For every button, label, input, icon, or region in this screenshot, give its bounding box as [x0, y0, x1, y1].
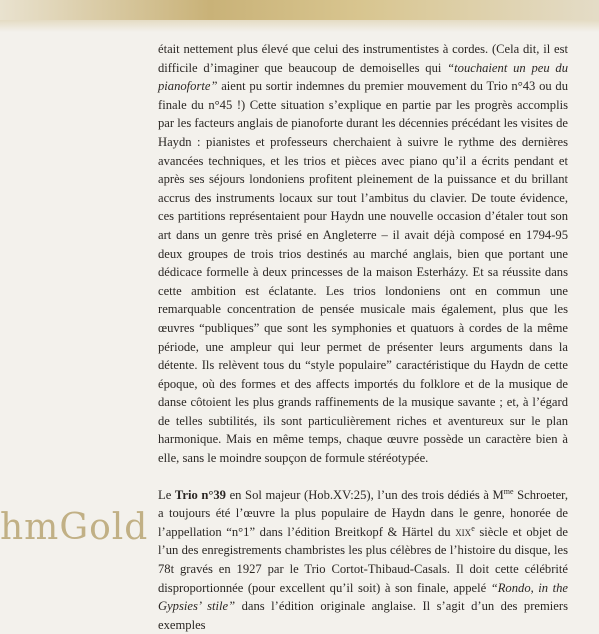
text-run: était nettement plus élevé que celui des instrumentistes à cordes. (Cela dit, il est difficile d’imaginer que beaucoup de demoiselles qui — [158, 42, 568, 75]
top-decorative-band — [0, 0, 599, 20]
text-run: Le — [158, 487, 175, 502]
small-caps-span: xix — [455, 524, 472, 539]
top-band-glow — [0, 20, 599, 32]
text-run: siècle et objet de l’un des enregistrements chambristes les plus célèbres de l’histoire du disque, les 78t gravés en 1927 par le Trio Cortot-Thibaud-Casals. Il doit cette célébrité disproportionnée (pour excellent qu’il soit) à son finale, appelé — [158, 524, 568, 595]
italic-span: “touchaient un peu du pianoforte” — [158, 60, 569, 94]
bold-span: Trio n°39 — [174, 487, 226, 502]
text-run: dans l’édition originale anglaise. Il s’agit d’un des premiers exemples — [158, 599, 568, 632]
text-column — [158, 40, 568, 634]
paragraph-2 — [158, 486, 568, 634]
paragraph-1 — [158, 40, 568, 468]
italic-span: “Rondo, in the Gypsies’ stile” — [158, 580, 568, 614]
text-run: Schroeter, a toujours été l’œuvre la plus populaire de Haydn dans le genre, honorée de l’appellation “n°1” dans l’édition Breitkopf & Härtel du — [158, 487, 569, 539]
text-run: en Sol majeur (Hob.XV:25), l’un des trois dédiés à M — [225, 487, 504, 502]
superscript: e — [471, 523, 475, 533]
hmgold-watermark-logo: hmGold — [0, 507, 149, 548]
superscript: me — [503, 486, 514, 496]
text-run: aient pu sortir indemnes du premier mouvement du Trio n°43 ou du finale du n°45 !) Cette situation s’explique en partie par les progrès accomplis par les facteurs anglais de pianoforte durant les décennies précédant les visites de Haydn : pianistes et professeurs cherchaient à suivre le rythme des dernières avancées techniques, et les trios et pièces avec piano qu’il a écrits pendant et après ses séjours londoniens profitent pleinement de la puissance et du brillant accrus des instruments locaux sur tout l’ambitus du clavier. De toute évidence, ces partitions représentaient pour Haydn une nouvelle occasion d’étaler tout son art dans un genre très prisé en Angleterre – il avait déjà composé en 1794-95 deux groupes de trois trios destinés au marché anglais, bien que portant une dédicace formelle à deux princesses de la maison Esterházy. Et sa réussite dans cette ambition est éclatante. Les trios londoniens ont en commun une remarquable concentration de pensée musicale mais également, plus que les œuvres “publiques” que sont les symphonies et quatuors à cordes de la même période, une ampleur qui leur permet de présenter leurs arguments dans la détente. Ils relèvent tous du “style populaire” caractéristique du Haydn de cette époque, où des formes et des affects importés du folklore et de la musique de danse côtoient les plus grands raffinements de la musique savante ; et, à l’égard de telles subtilités, ils sont particulièrement riches et aventureux sur le plan harmonique. Mais en même temps, chaque œuvre possède un caractère bien à elle, sans le moindre soupçon de formule stéréotypée. — [158, 79, 568, 466]
